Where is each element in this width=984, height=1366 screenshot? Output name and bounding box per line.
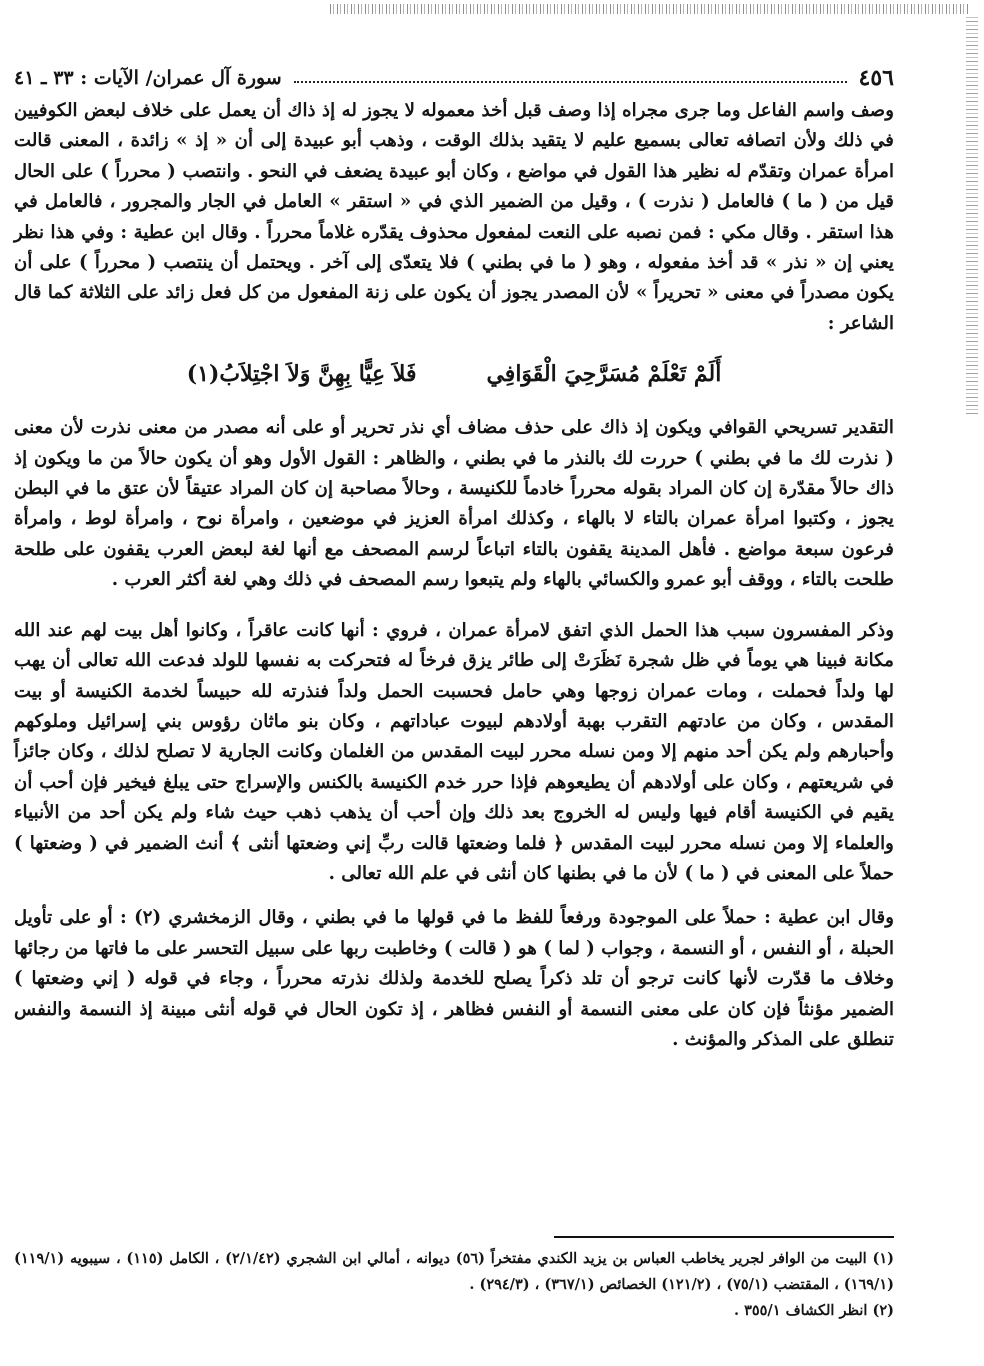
footnote-rule [554,1236,894,1238]
verse-hemistich-2: فَلاَ عِيًّا بِهِنَّ وَلاَ اجْتِلاَبُ(١) [186,361,417,388]
footnotes-section [14,1200,894,1324]
paragraph-3-text: وذكر المفسرون سبب هذا الحمل الذي اتفق لامرأة عمران ، فروي : أنها كانت عاقراً ، وكانوا أهل بيت لهم عند الله مكانة فبينا هي يوماً في ظل شجرة نَظَرَتْ إلى طائر يزق فرخاً له فتحركت به نفسها للولد فدعت الله تعالى أن يهب لها ولداً فحملت ، ومات عمران زوجها وهي حامل فحسبت الحمل ولداً فنذرته لله حبيساً لخدمة الكنيسة أو بيت المقدس ، وكان من عادتهم التقرب بهبة أولادهم لبيوت عباداتهم ، وكان بنو ماثان رؤوس بني إسرائيل وملوكهم وأحبارهم ولم يكن أحد منهم إلا ومن نسله محرر لبيت المقدس من الغلمان وكانت الجارية لا تصلح لذلك ، وكان جائزاً في شريعتهم ، وكان على أولادهم أن يطيعوهم فإذا حرر خدم الكنيسة بالكنس والإسراج حتى يبلغ فيخير فإن أحب أن يقيم في الكنيسة أقام فيها وليس له الخروج بعد ذلك وإن أحب أن يذهب ذهب حيث شاء ولم يكن أحد من الأنبياء والعلماء إلا ومن نسله محرر لبيت المقدس [14,619,894,854]
running-title: سورة آل عمران/ الآيات : ٣٣ ـ ٤١ [14,67,282,89]
quran-quote: ﴿ فلما وضعتها قالت ربِّ إني وضعتها أنثى ﴾ [230,832,564,854]
scan-noise-top [330,4,970,14]
paragraph-2: التقدير تسريحي القوافي ويكون إذ ذاك على حذف مضاف أي نذر تحرير أو على أنه مصدر من معنى نذرت لأن معنى ( نذرت لك ما في بطني ) حررت لك بالنذر ما في بطني ، والظاهر : القول الأول وهو أن يكون حالاً من ما ويكون إذ ذاك حالاً مقدّرة إن كان المراد بقوله محرراً خادماً للكنيسة ، وحالاً مصاحبة إن كان المراد عتيقاً لأن عتق ما في البطن يجوز ، وكتبوا امرأة عمران بالتاء لا بالهاء ، وكذلك امرأة العزيز في موضعين ، وامرأة نوح ، وامرأة لوط ، وامرأة فرعون سبعة مواضع . فأهل المدينة يقفون بالتاء اتباعاً لرسم المصحف مع أنها لغة لبعض العرب يقفون على طلحة طلحت بالتاء ، ووقف أبو عمرو والكسائي بالهاء ولم يتبعوا رسم المصحف في ذلك وهي لغة أكثر العرب . [14,417,894,591]
paragraph-3 [14,616,894,890]
paragraph-4: وقال ابن عطية : حملاً على الموجودة ورفعاً للفظ ما في قولها ما في بطني ، وقال الزمخشري (٢) : أو على تأويل الحبلة ، أو النفس ، أو النسمة ، وجواب ( لما ) هو ( قالت ) وخاطبت ربها على سبيل التحسر على ما فاتها من رجائها وخلاف ما قدّرت لأنها كانت ترجو أن تلد ذكراً يصلح للخدمة ولذلك نذرته محرراً ، وجاء في قوله ( إني وضعتها ) الضمير مؤنثاً فإن كان على معنى النسمة أو النفس فظاهر ، إذ تكون الحال في قوله أنثى مبينة إذ النسمة والنفس تنطلق على المذكر والمؤنث . [14,907,894,1050]
footnote-2: (٢) انظر الكشاف ٣٥٥/١ . [733,1302,894,1319]
header-dotted-leader [294,81,847,83]
footnote-1: (١) البيت من الوافر لجرير يخاطب العباس بن يزيد الكندي مفتخراً (٥٦) ديوانه ، أمالي ابن الشجري (٢/١/٤٢) ، الكامل (١١٥) ، سيبويه (١١٩/١) (١٦٩/١) ، المقتضب (٧٥/١) ، (١٢١/٢) الخصائص (٣٦٧/١) ، (٢٩٤/٣) . [14,1250,894,1293]
page-header [14,60,894,96]
paragraph-1: وصف واسم الفاعل وما جرى مجراه إذا وصف قبل أخذ معموله لا يجوز له إذ ذاك أن يعمل على خلاف لبعض الكوفيين في ذلك ولأن اتصافه تعالى بسميع عليم لا يتقيد بذلك الوقت ، وذهب أبو عبيدة إلى أن « إذ » زائدة ، المعنى قالت امرأة عمران وتقدّم له نظير هذا القول في مواضع ، وكان أبو عبيدة يضعف في النحو . وانتصب ( محرراً ) على الحال قيل من ( ما ) فالعامل ( نذرت ) ، وقيل من الضمير الذي في « استقر » العامل في الجار والمجرور ، فالعامل في هذا استقر . وقال مكي : فمن نصبه على النعت لمفعول محذوف يقدّره غلاماً محرراً . وقال ابن عطية : وفي هذا نظر يعني إن « نذر » قد أخذ مفعوله ، وهو ( ما في بطني ) فلا يتعدّى إلى آخر . ويحتمل أن ينتصب ( محرراً ) على أن يكون مصدراً في معنى « تحريراً » لأن المصدر يجوز أن يكون على زنة المفعول من كل فعل زائد على الثلاثة كما قال الشاعر : [14,100,894,334]
verse-hemistich-1: أَلَمْ تَعْلَمْ مُسَرَّحِيَ الْقَوَافِي [486,361,722,388]
paragraph-3-continued: أنث الضمير في ( وضعتها ) حملاً على المعنى في ( ما ) لأن ما في بطنها كان أنثى في علم الله تعالى . [14,832,894,884]
book-page [14,60,894,1320]
scan-noise-right [966,14,978,414]
poetry-verse [14,361,894,387]
page-number: ٤٥٦ [858,65,894,91]
